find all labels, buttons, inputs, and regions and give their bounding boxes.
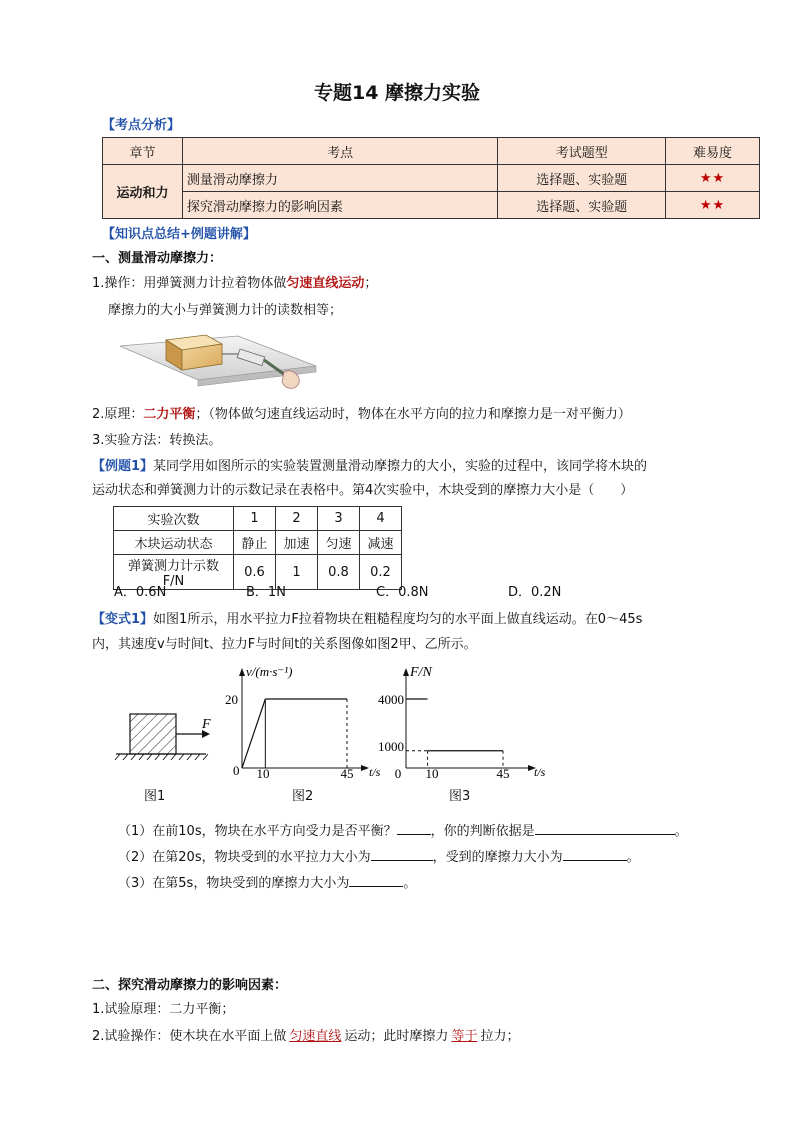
example1-text: 某同学用如图所示的实验装置测量滑动摩擦力的大小，实验的过程中，该同学将木块的 xyxy=(153,459,648,474)
example1-line2: 运动状态和弹簧测力计的示数记录在表格中。第4次实验中，木块受到的摩擦力大小是（ ） xyxy=(92,483,634,498)
operation-text: 拉力； xyxy=(480,1029,520,1044)
x-axis-label: t/s xyxy=(369,765,381,779)
variant1-line1 xyxy=(92,611,642,629)
principle-text: 2.原理： xyxy=(92,407,144,422)
type-cell: 选择题、实验题 xyxy=(498,192,666,219)
operation-line xyxy=(92,275,377,293)
option-c: C．0.8N xyxy=(376,585,429,600)
section-knowledge-heading: 【知识点总结+例题讲解】 xyxy=(102,227,256,242)
operation-text: 1.操作：用弹簧测力计拉着物体做 xyxy=(92,276,287,291)
x-axis-label: t/s xyxy=(534,765,546,779)
question-text: 。 xyxy=(403,876,417,891)
x-tick-label: 45 xyxy=(496,766,510,781)
table-header: 难易度 xyxy=(666,138,760,165)
figure1-caption: 图1 xyxy=(144,789,166,804)
table-cell: 匀速 xyxy=(318,531,360,555)
apparatus-illustration xyxy=(118,322,318,398)
figure2-velocity-chart xyxy=(225,660,385,785)
x-tick-label: 10 xyxy=(425,766,439,781)
exam-points-table xyxy=(102,137,760,219)
part2-heading: 二、探究滑动摩擦力的影响因素： xyxy=(92,978,288,993)
table-header: 考试题型 xyxy=(498,138,666,165)
example1-tag: 【例题1】 xyxy=(92,459,154,474)
table-header: 章节 xyxy=(103,138,183,165)
question-text: ，受到的摩擦力大小为 xyxy=(432,850,563,865)
question-2 xyxy=(118,846,640,867)
table-row xyxy=(103,192,760,219)
table-header: 考点 xyxy=(182,138,497,165)
answer-blank[interactable] xyxy=(349,872,403,887)
principle-note: ；（物体做匀速直线运动时，物体在水平方向的拉力和摩擦力是一对平衡力） xyxy=(195,407,631,422)
operation-key: 匀速直线运动 xyxy=(286,276,365,291)
operation-line-2: 摩擦力的大小与弹簧测力计的读数相等； xyxy=(108,303,343,318)
answer-blank[interactable] xyxy=(563,846,627,861)
part1-heading: 一、测量滑动摩擦力： xyxy=(92,251,223,266)
answer-blank[interactable] xyxy=(371,846,433,861)
y-tick-label: 20 xyxy=(225,692,238,707)
question-text: （3）在第5s，物块受到的摩擦力大小为 xyxy=(118,876,350,891)
answer-blank[interactable] xyxy=(535,820,675,835)
method-line: 3.实验方法：转换法。 xyxy=(92,433,222,448)
force-label: F xyxy=(202,717,211,732)
question-text: （1）在前10s，物块在水平方向受力是否平衡？ xyxy=(118,824,397,839)
principle-key: 二力平衡 xyxy=(143,407,196,422)
point-cell: 测量滑动摩擦力 xyxy=(182,165,497,192)
operation-text: 2.试验操作：使木块在水平面上做 xyxy=(92,1029,287,1044)
table-cell: 1 xyxy=(234,507,276,531)
operation-text: 运动；此时摩擦力 xyxy=(344,1029,449,1044)
option-b: B．1N xyxy=(246,585,286,600)
table-row xyxy=(114,531,402,555)
option-d: D．0.2N xyxy=(508,585,562,600)
table-cell: 3 xyxy=(318,507,360,531)
difficulty-stars: ★★ xyxy=(666,192,760,219)
variant1-tag: 【变式1】 xyxy=(92,612,154,627)
point-cell: 探究滑动摩擦力的影响因素 xyxy=(182,192,497,219)
x-tick-label: 10 xyxy=(256,766,270,781)
question-text: ，你的判断依据是 xyxy=(430,824,535,839)
chapter-cell: 运动和力 xyxy=(103,165,183,219)
question-3 xyxy=(118,872,416,893)
y-tick-label: 1000 xyxy=(378,739,404,754)
question-text: 。 xyxy=(674,824,688,839)
table-cell: 0.2 xyxy=(360,555,402,590)
operation-key: 等于 xyxy=(451,1029,478,1044)
y-axis-label: v/(m·s⁻¹) xyxy=(246,664,293,679)
figure3-force-chart xyxy=(372,660,552,785)
table-row xyxy=(114,507,402,531)
variant1-line2: 内，其速度v与时间t、拉力F与时间t的关系图像如图2甲、乙所示。 xyxy=(92,637,477,652)
x-tick-label: 0 xyxy=(233,763,240,778)
option-a: A．0.6N xyxy=(114,585,167,600)
example1-line1 xyxy=(92,458,647,476)
table-cell: 加速 xyxy=(276,531,318,555)
figure2-caption: 图2 xyxy=(292,789,314,804)
table-cell: 静止 xyxy=(234,531,276,555)
table-cell: 2 xyxy=(276,507,318,531)
series-segment xyxy=(242,699,265,768)
experiment-table xyxy=(113,506,402,590)
table-cell: 实验次数 xyxy=(114,507,234,531)
table-cell: 4 xyxy=(360,507,402,531)
question-text: 。 xyxy=(626,850,640,865)
type-cell: 选择题、实验题 xyxy=(498,165,666,192)
section-analysis-heading: 【考点分析】 xyxy=(102,118,181,133)
table-cell: 0.8 xyxy=(318,555,360,590)
figure1-block-diagram xyxy=(112,700,222,770)
table-cell: 1 xyxy=(276,555,318,590)
table-row xyxy=(103,165,760,192)
difficulty-stars: ★★ xyxy=(666,165,760,192)
x-tick-label: 45 xyxy=(340,766,354,781)
answer-blank[interactable] xyxy=(397,820,431,835)
principle-line xyxy=(92,406,631,424)
part2-principle: 1.试验原理：二力平衡； xyxy=(92,1002,235,1017)
table-cell: 木块运动状态 xyxy=(114,531,234,555)
operation-suffix: ； xyxy=(364,276,378,291)
question-text: （2）在第20s，物块受到的水平拉力大小为 xyxy=(118,850,371,865)
table-header-row xyxy=(103,138,760,165)
part2-operation xyxy=(92,1028,519,1046)
table-cell: 弹簧测力计示数F/N xyxy=(114,555,234,590)
y-axis-label: F/N xyxy=(410,665,432,680)
table-cell: 减速 xyxy=(360,531,402,555)
page-title: 专题14 摩擦力实验 xyxy=(313,82,481,104)
x-tick-label: 0 xyxy=(394,766,402,781)
table-cell: 0.6 xyxy=(234,555,276,590)
operation-key: 匀速直线 xyxy=(289,1029,342,1044)
variant1-text: 如图1所示，用水平拉力F拉着物块在粗糙程度均匀的水平面上做直线运动。在0～45s xyxy=(153,612,643,627)
y-tick-label: 4000 xyxy=(378,692,404,707)
question-1 xyxy=(118,820,688,841)
figure3-caption: 图3 xyxy=(449,789,471,804)
